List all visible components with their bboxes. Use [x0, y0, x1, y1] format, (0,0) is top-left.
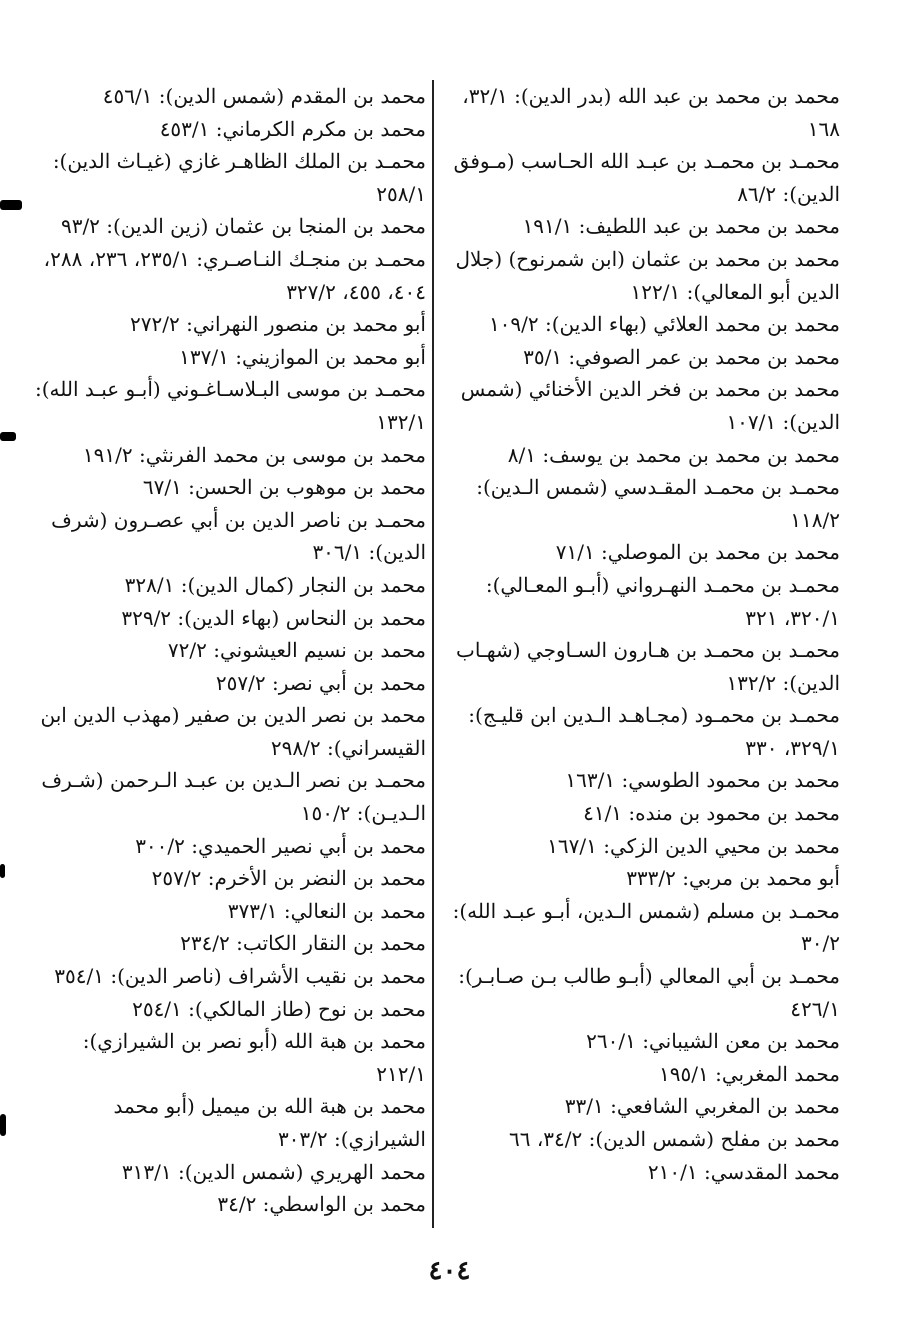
index-entry: محمـد بن محمـد المقـدسي (شمس الـدين): ١١٨/٢ — [476, 475, 840, 532]
index-entry: محمد بن نسيم العيشوني: ٧٢/٢ — [167, 638, 426, 663]
index-column-right — [440, 80, 840, 1188]
index-entry: محمـد بن محمـد بن هـارون السـاوجي (شهـاب الدين): ١٣٢/٢ — [455, 638, 840, 695]
index-entry: محمد بن نصر الدين بن صفير (مهذب الدين ابن القيسراني): ٢٩٨/٢ — [40, 703, 426, 760]
index-entry: محمـد بن محمـد بن عبـد الله الحـاسب (مـوفق الدين): ٨٦/٢ — [453, 149, 840, 206]
index-entry: محمـد بن مسلم (شمس الـدين، أبـو عبـد الله): ٣٠/٢ — [452, 898, 840, 956]
index-entry: محمد بن محمد بن عبد اللطيف: ١٩١/١ — [522, 214, 840, 239]
index-entry: محمد الهريري (شمس الدين): ٣١٣/١ — [121, 1159, 426, 1184]
index-entry: محمد بن معن الشيباني: ٢٦٠/١ — [586, 1029, 840, 1054]
index-entry: محمد بن مكرم الكرماني: ٤٥٣/١ — [159, 116, 426, 141]
index-entry: محمد بن نقيب الأشراف (ناصر الدين): ٣٥٤/١ — [54, 964, 426, 989]
page-number: ٤٠٤ — [428, 1256, 471, 1286]
index-entry: محمد بن نوح (طاز المالكي): ٢٥٤/١ — [132, 996, 426, 1021]
index-entry: أبو محمد بن الموازيني: ١٣٧/١ — [179, 344, 426, 369]
index-entry: محمد بن محمد بن فخر الدين الأخنائي (شمس الدين): ١٠٧/١ — [460, 377, 840, 434]
index-entry: محمد بن النجار (كمال الدين): ٣٢٨/١ — [124, 572, 426, 597]
index-entry: محمد بن محمد العلائي (بهاء الدين): ١٠٩/٢ — [488, 312, 840, 337]
index-entry: محمد بن المغربي الشافعي: ٣٣/١ — [564, 1094, 840, 1119]
index-entry: أبو محمد بن مربي: ٣٣٣/٢ — [626, 866, 840, 891]
index-entry: محمد بن محمد بن عثمان (ابن شمرنوح) (جلال الدين أبو المعالي): ١٢٢/١ — [455, 246, 840, 304]
index-entry: محمد بن النحاس (بهاء الدين): ٣٢٩/٢ — [121, 605, 426, 630]
index-entry: محمد بن محمد بن محمد بن يوسف: ٨/١ — [507, 442, 840, 467]
index-entry: محمد بن مفلح (شمس الدين): ٣٤/٢، ٦٦ — [509, 1127, 840, 1151]
index-entry: محمد بن محمد بن الموصلي: ٧١/١ — [555, 540, 840, 565]
index-entry: محمد بن النعالي: ٣٧٣/١ — [227, 898, 426, 923]
index-entry: محمد بن محمد بن عمر الصوفي: ٣٥/١ — [523, 344, 840, 369]
index-entry: محمـد بن نصر الـدين بن عبـد الـرحمن (شـرف الـديـن): ١٥٠/٢ — [41, 768, 426, 826]
scan-mark — [0, 200, 22, 210]
index-entry: محمد بن المنجا بن عثمان (زين الدين): ٩٣/٢ — [60, 214, 426, 239]
index-entry: محمد بن محيي الدين الزكي: ١٦٧/١ — [547, 833, 840, 858]
index-entry: محمد بن أبي نصر: ٢٥٧/٢ — [215, 670, 426, 695]
index-entry: محمد بن هبة الله بن ميميل (أبو محمد الشيرازي): ٣٠٣/٢ — [113, 1094, 426, 1151]
index-column-left — [28, 80, 426, 1221]
index-entry: أبو محمد بن منصور النهراني: ٢٧٢/٢ — [130, 312, 426, 337]
index-entry: محمـد بن الملك الظاهـر غازي (غيـاث الدين): ٢٥٨/١ — [52, 149, 426, 206]
index-entry: محمـد بن محمـود (مجـاهـد الـدين ابن قليـج): ٣٢٩/١، ٣٣٠ — [468, 703, 840, 760]
index-entry: محمـد بن منجـك النـاصـري: ٢٣٥/١، ٢٣٦، ٢٨٨، ٤٠٤، ٤٥٥، ٣٢٧/٢ — [43, 246, 426, 304]
scan-mark — [0, 432, 16, 441]
scan-mark — [0, 1114, 6, 1136]
index-entry: محمد بن موسى بن محمد الفرنثي: ١٩١/٢ — [82, 442, 426, 467]
column-divider — [432, 80, 434, 1228]
index-entry: محمـد بن موسى البـلاسـاغـوني (أبـو عبـد الله): ١٣٢/١ — [34, 377, 426, 434]
index-entry: محمـد بن محمـد النهـرواني (أبـو المعـالي): ٣٢٠/١، ٣٢١ — [485, 572, 840, 630]
index-entry: محمد بن أبي نصير الحميدي: ٣٠٠/٢ — [135, 833, 426, 858]
index-entry: محمد بن محمود الطوسي: ١٦٣/١ — [565, 768, 840, 793]
index-entry: محمد بن النقار الكاتب: ٢٣٤/٢ — [180, 931, 426, 956]
index-entry: محمد بن الواسطي: ٣٤/٢ — [217, 1192, 426, 1217]
index-entry: محمد بن محمد بن عبد الله (بدر الدين): ٣٢/١، ١٦٨ — [462, 84, 840, 141]
scan-mark — [0, 864, 5, 878]
index-entry: محمد بن النضر بن الأخرم: ٢٥٧/٢ — [151, 866, 426, 891]
index-entry: محمد المقدسي: ٢١٠/١ — [647, 1159, 840, 1184]
index-entry: محمـد بن أبي المعالي (أبـو طالب بـن صـابـر): ٤٢٦/١ — [458, 964, 840, 1021]
index-entry: محمد بن هبة الله (أبو نصر بن الشيرازي): ٢١٢/١ — [82, 1029, 426, 1086]
index-entry: محمـد بن ناصر الدين بن أبي عصـرون (شرف الدين): ٣٠٦/١ — [51, 507, 426, 565]
index-entry: محمد المغربي: ١٩٥/١ — [659, 1061, 840, 1086]
index-entry: محمد بن المقدم (شمس الدين): ٤٥٦/١ — [102, 84, 426, 108]
index-entry: محمد بن موهوب بن الحسن: ٦٧/١ — [142, 475, 426, 500]
index-entry: محمد بن محمود بن منده: ٤١/١ — [583, 801, 840, 826]
